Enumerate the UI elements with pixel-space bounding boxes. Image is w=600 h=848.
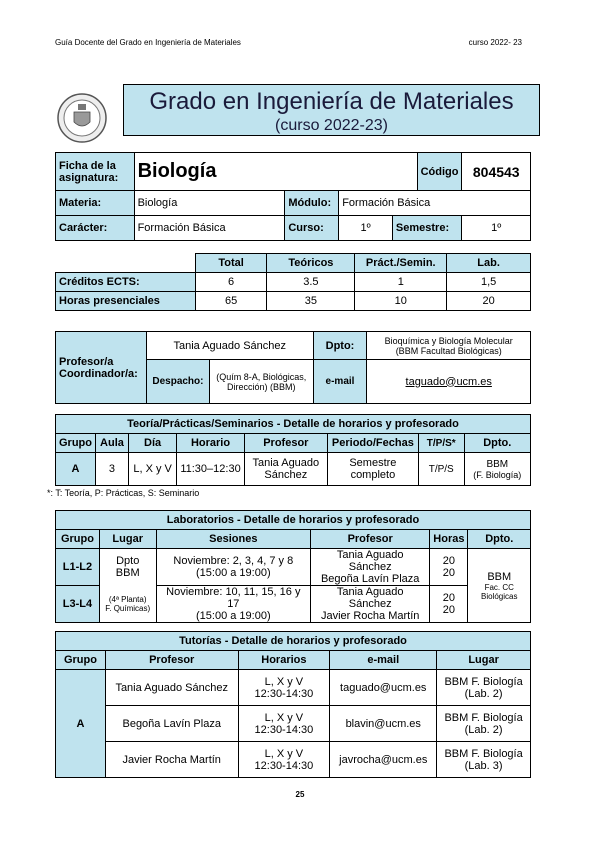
teoria-note: *: T: Teoría, P: Prácticas, S: Seminario: [47, 488, 200, 498]
semestre-value: 1º: [462, 216, 531, 241]
tutorias-lugar: [437, 670, 531, 706]
labs-lugar-line1: (4ª Planta): [108, 594, 147, 604]
ficha-label: Ficha de la asignatura:: [56, 153, 135, 191]
creditos-header: Total: [195, 254, 267, 273]
tutorias-lugar-line2: (Lab. 3): [464, 759, 503, 772]
dpto-line1: Bioquímica y Biología Molecular: [384, 335, 513, 346]
labs-sesiones-line1: Noviembre: 10, 11, 15, 16 y 17: [166, 586, 301, 610]
creditos-header: Teóricos: [267, 254, 355, 273]
caracter-label: Carácter:: [56, 216, 135, 241]
modulo-value: Formación Básica: [339, 191, 531, 216]
creditos-cell: 3.5: [267, 273, 355, 292]
header-right: curso 2022- 23: [468, 38, 522, 47]
teoria-header: Aula: [96, 434, 129, 453]
teoria-periodo: Semestre completo: [327, 453, 418, 486]
page-title: Grado en Ingeniería de Materiales: [149, 88, 514, 115]
title-box: [123, 84, 540, 136]
tutorias-lugar-line1: BBM F. Biología: [444, 747, 523, 760]
tutorias-table: [55, 631, 531, 778]
tutorias-profesor: Tania Aguado Sánchez: [105, 670, 238, 706]
tutorias-horario: [238, 742, 330, 778]
labs-sesiones: [156, 586, 311, 623]
subject-name: Biología: [134, 153, 417, 191]
teoria-dpto: [464, 453, 530, 486]
creditos-cell: 6: [195, 273, 267, 292]
labs-dpto-line3: Biológicas: [481, 591, 518, 601]
labs-grupo: L3-L4: [56, 586, 100, 623]
labs-sesiones-line1: Noviembre: 2, 3, 4, 7 y 8: [173, 555, 294, 567]
labs-horas-line1: 20: [442, 592, 456, 604]
labs-header: Profesor: [311, 530, 430, 549]
labs-horas-line2: 20: [442, 604, 456, 616]
teoria-dpto-line1: BBM: [486, 458, 509, 470]
tutorias-profesor: Begoña Lavín Plaza: [105, 706, 238, 742]
horas-row-label: Horas presenciales: [56, 292, 196, 311]
tutorias-header: Grupo: [56, 651, 106, 670]
teoria-header: Periodo/Fechas: [327, 434, 418, 453]
curso-value: 1º: [339, 216, 393, 241]
tutorias-email-link[interactable]: blavin@ucm.es: [330, 706, 437, 742]
ficha-table: [55, 152, 531, 241]
labs-table: [55, 510, 531, 623]
header-left: Guía Docente del Grado en Ingeniería de Materiales: [55, 38, 241, 47]
creditos-cell: 1,5: [447, 273, 531, 292]
labs-dpto-line1: BBM: [487, 570, 512, 583]
labs-prof-line2: Javier Rocha Martín: [320, 610, 420, 622]
labs-prof-line1: Tania Aguado Sánchez: [336, 586, 404, 610]
labs-prof-line1: Tania Aguado Sánchez: [336, 549, 404, 573]
caracter-value: Formación Básica: [134, 216, 285, 241]
labs-sesiones: [156, 549, 311, 586]
teoria-profesor: Tania Aguado Sánchez: [244, 453, 327, 486]
teoria-header: Día: [128, 434, 176, 453]
curso-label: Curso:: [285, 216, 339, 241]
tutorias-profesor: Javier Rocha Martín: [105, 742, 238, 778]
teoria-header: T/P/S*: [418, 434, 464, 453]
labs-horas-line2: 20: [442, 567, 456, 579]
creditos-cell: 65: [195, 292, 267, 311]
email-label: e-mail: [313, 360, 367, 404]
despacho-value: (Quím 8-A, Biológicas, Dirección) (BBM): [209, 360, 313, 404]
modulo-label: Módulo:: [285, 191, 339, 216]
tutorias-title: Tutorías - Detalle de horarios y profesorado: [56, 632, 531, 651]
creditos-row-label: Créditos ECTS:: [56, 273, 196, 292]
labs-title: Laboratorios - Detalle de horarios y profesorado: [56, 511, 531, 530]
tutorias-header: Lugar: [437, 651, 531, 670]
tutorias-horario-line1: L, X y V: [264, 675, 304, 688]
labs-horas: [430, 549, 468, 586]
teoria-tps: T/P/S: [418, 453, 464, 486]
teoria-header: Grupo: [56, 434, 96, 453]
tutorias-header: Profesor: [105, 651, 238, 670]
labs-header: Dpto.: [468, 530, 531, 549]
tutorias-lugar-line2: (Lab. 2): [464, 687, 503, 700]
labs-horas-line1: 20: [442, 555, 456, 567]
labs-header: Sesiones: [156, 530, 311, 549]
teoria-header: Horario: [177, 434, 244, 453]
codigo-value: 804543: [462, 153, 531, 191]
dpto-line2: (BBM Facultad Biológicas): [395, 345, 502, 356]
teoria-dia: L, X y V: [128, 453, 176, 486]
labs-dpto: [468, 549, 531, 623]
tutorias-horario-line2: 12:30-14:30: [254, 759, 314, 772]
tutorias-email-link[interactable]: javrocha@ucm.es: [330, 742, 437, 778]
labs-lugar: [99, 586, 156, 623]
materia-label: Materia:: [56, 191, 135, 216]
tutorias-horario: [238, 706, 330, 742]
dpto-value: [367, 332, 531, 360]
codigo-label: Código: [417, 153, 462, 191]
tutorias-header: e-mail: [330, 651, 437, 670]
tutorias-grupo: A: [56, 670, 106, 778]
profesor-label: Profesor/a Coordinador/a:: [56, 332, 147, 404]
creditos-header: Práct./Semin.: [355, 254, 447, 273]
teoria-horario: 11:30–12:30: [177, 453, 244, 486]
tutorias-horario-line2: 12:30-14:30: [254, 723, 314, 736]
tutorias-horario-line2: 12:30-14:30: [254, 687, 314, 700]
materia-value: Biología: [134, 191, 285, 216]
tutorias-header: Horarios: [238, 651, 330, 670]
semestre-label: Semestre:: [392, 216, 462, 241]
tutorias-lugar-line2: (Lab. 2): [464, 723, 503, 736]
profesor-table: [55, 331, 531, 404]
teoria-aula: 3: [96, 453, 129, 486]
tutorias-lugar-line1: BBM F. Biología: [444, 711, 523, 724]
creditos-cell: 35: [267, 292, 355, 311]
profesor-email-link[interactable]: taguado@ucm.es: [367, 360, 531, 404]
labs-header: Grupo: [56, 530, 100, 549]
dpto-label: Dpto:: [313, 332, 367, 360]
tutorias-lugar: [437, 742, 531, 778]
labs-profesor: [311, 586, 430, 623]
teoria-header: Profesor: [244, 434, 327, 453]
labs-sesiones-line2: (15:00 a 19:00): [196, 610, 271, 622]
creditos-table: [55, 253, 531, 311]
teoria-table: [55, 414, 531, 486]
profesor-name: Tania Aguado Sánchez: [146, 332, 313, 360]
despacho-label: Despacho:: [146, 360, 209, 404]
labs-header: Horas: [430, 530, 468, 549]
labs-profesor: [311, 549, 430, 586]
university-seal-icon: [56, 92, 108, 144]
tutorias-lugar-line1: BBM F. Biología: [444, 675, 523, 688]
page-number: 25: [295, 790, 305, 799]
tutorias-email-link[interactable]: taguado@ucm.es: [330, 670, 437, 706]
labs-prof-line2: Begoña Lavín Plaza: [320, 573, 420, 585]
creditos-header: Lab.: [447, 254, 531, 273]
labs-lugar: Dpto BBM: [99, 549, 156, 586]
teoria-grupo: A: [56, 453, 96, 486]
labs-sesiones-line2: (15:00 a 19:00): [196, 567, 271, 579]
labs-grupo: L1-L2: [56, 549, 100, 586]
course-year: (curso 2022-23): [275, 117, 388, 134]
labs-lugar-line2: F. Químicas): [105, 603, 151, 613]
labs-horas: [430, 586, 468, 623]
tutorias-horario-line1: L, X y V: [264, 711, 304, 724]
tutorias-lugar: [437, 706, 531, 742]
teoria-dpto-line2: (F. Biología): [473, 469, 522, 480]
creditos-cell: 1: [355, 273, 447, 292]
creditos-cell: 20: [447, 292, 531, 311]
teoria-header: Dpto.: [464, 434, 530, 453]
tutorias-horario: [238, 670, 330, 706]
teoria-title: Teoría/Prácticas/Seminarios - Detalle de horarios y profesorado: [56, 415, 531, 434]
labs-header: Lugar: [99, 530, 156, 549]
labs-dpto-line2: Fac. CC: [484, 582, 514, 592]
tutorias-horario-line1: L, X y V: [264, 747, 304, 760]
creditos-cell: 10: [355, 292, 447, 311]
